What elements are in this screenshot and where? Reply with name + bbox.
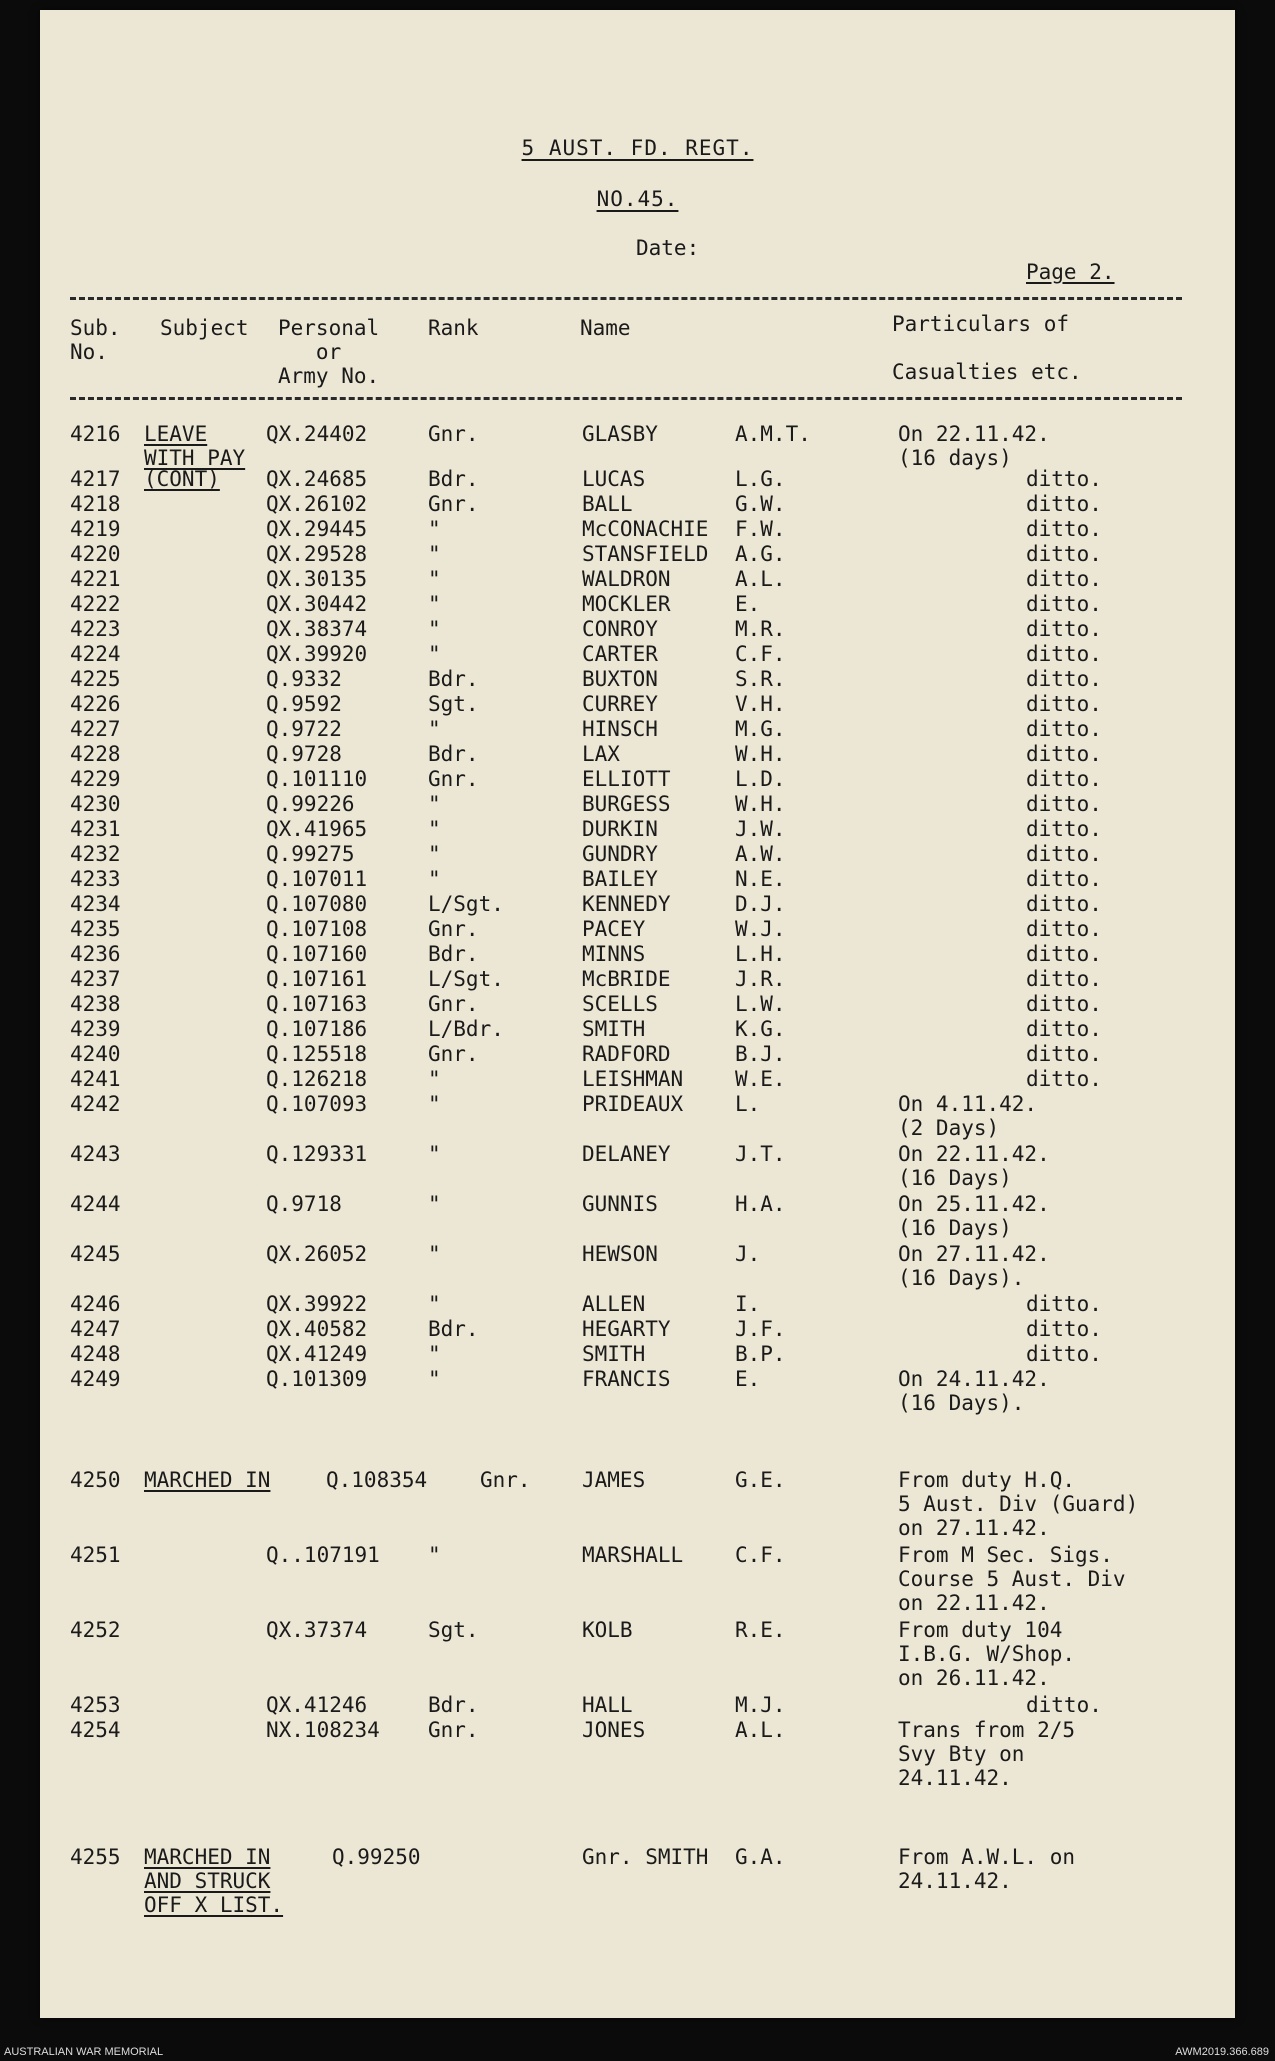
footer-archive-credit: AUSTRALIAN WAR MEMORIAL [4,2046,164,2058]
army-number: Q.107163 [266,992,368,1016]
initials: B.J. [735,1042,786,1066]
army-number: Q.107161 [266,967,368,991]
order-number: NO.45. [596,187,679,211]
army-number: QX.41246 [266,1693,368,1717]
initials: A.L. [735,1718,786,1742]
particulars: ditto. [1026,667,1102,691]
rank: " [428,1067,441,1091]
initials: B.P. [735,1342,786,1366]
particulars: ditto. [1026,1317,1102,1341]
rank: " [428,542,441,566]
particulars: ditto. [1026,492,1102,516]
col-header-subject: Subject [160,316,249,340]
sub-number: 4230 [70,792,121,816]
surname: LUCAS [582,467,646,491]
surname: BALL [582,492,633,516]
initials: C.F. [735,1543,786,1567]
particulars: On 22.11.42. (16 days) [898,422,1050,470]
rank: " [428,1543,441,1567]
army-number: NX.108234 [266,1718,380,1742]
initials: A.W. [735,842,786,866]
army-number: Q.108354 [326,1468,428,1492]
sub-number: 4252 [70,1618,121,1642]
army-number: QX.30442 [266,592,368,616]
particulars: ditto. [1026,1042,1102,1066]
particulars: From A.W.L. on 24.11.42. [898,1845,1076,1893]
surname: MARSHALL [582,1543,684,1567]
sub-number: 4227 [70,717,121,741]
army-number: Q.9722 [266,717,342,741]
initials: N.E. [735,867,786,891]
army-number: QX.29445 [266,517,368,541]
rank: " [428,817,441,841]
col-header-particulars: Particulars of Casualties etc. [892,312,1082,384]
rank: " [428,717,441,741]
sub-number: 4238 [70,992,121,1016]
surname: BUXTON [582,667,658,691]
rank: " [428,1142,441,1166]
sub-number: 4250 [70,1468,121,1492]
particulars: ditto. [1026,967,1102,991]
initials: R.E. [735,1618,786,1642]
subject: (CONT) [144,467,220,491]
header-rule-bottom [70,397,1182,400]
initials: J. [735,1242,761,1266]
sub-number: 4242 [70,1092,121,1116]
initials: A.G. [735,542,786,566]
sub-number: 4223 [70,617,121,641]
sub-number: 4231 [70,817,121,841]
particulars: ditto. [1026,942,1102,966]
rank: " [428,1367,441,1391]
rank: L/Sgt. [428,892,504,916]
particulars: ditto. [1026,692,1102,716]
col-header-sub-no: Sub. No. [70,316,121,364]
rank: Gnr. [428,1042,479,1066]
initials: G.W. [735,492,786,516]
rank: " [428,617,441,641]
initials: L. [735,1092,761,1116]
surname: HINSCH [582,717,658,741]
rank: L/Sgt. [428,967,504,991]
surname: GLASBY [582,422,658,446]
army-number: QX.24402 [266,422,368,446]
rank: " [428,592,441,616]
particulars: On 25.11.42. (16 Days) [898,1192,1050,1240]
surname: ALLEN [582,1292,646,1316]
army-number: QX.26052 [266,1242,368,1266]
particulars: ditto. [1026,467,1102,491]
army-number: Q.99226 [266,792,355,816]
sub-number: 4221 [70,567,121,591]
particulars: ditto. [1026,642,1102,666]
particulars: On 24.11.42. (16 Days). [898,1367,1050,1415]
surname: MOCKLER [582,592,671,616]
surname: McBRIDE [582,967,671,991]
rank: L/Bdr. [428,1017,504,1041]
initials: E. [735,592,761,616]
initials: W.J. [735,917,786,941]
surname: HALL [582,1693,633,1717]
rank: " [428,1242,441,1266]
sub-number: 4228 [70,742,121,766]
army-number: Q.107080 [266,892,368,916]
army-number: Q.9728 [266,742,342,766]
surname: STANSFIELD [582,542,709,566]
army-number: QX.39920 [266,642,368,666]
army-number: Q..107191 [266,1543,380,1567]
initials: L.D. [735,767,786,791]
army-number: QX.38374 [266,617,368,641]
rank: " [428,1092,441,1116]
rank: " [428,1292,441,1316]
army-number: Q.9718 [266,1192,342,1216]
particulars: ditto. [1026,1292,1102,1316]
sub-number: 4241 [70,1067,121,1091]
surname: BURGESS [582,792,671,816]
army-number: QX.40582 [266,1317,368,1341]
particulars: ditto. [1026,567,1102,591]
sub-number: 4253 [70,1693,121,1717]
sub-number: 4217 [70,467,121,491]
sub-number: 4239 [70,1017,121,1041]
surname: FRANCIS [582,1367,671,1391]
surname: JONES [582,1718,646,1742]
rank: Gnr. [480,1468,531,1492]
surname: CONROY [582,617,658,641]
sub-number: 4232 [70,842,121,866]
surname: PRIDEAUX [582,1092,684,1116]
surname: Gnr. SMITH [582,1845,709,1869]
initials: J.T. [735,1142,786,1166]
sub-number: 4222 [70,592,121,616]
rank: Sgt. [428,1618,479,1642]
initials: J.W. [735,817,786,841]
sub-number: 4234 [70,892,121,916]
army-number: QX.29528 [266,542,368,566]
initials: M.J. [735,1693,786,1717]
rank: " [428,567,441,591]
header-rule-top [70,297,1182,300]
rank: Bdr. [428,1317,479,1341]
sub-number: 4235 [70,917,121,941]
sub-number: 4251 [70,1543,121,1567]
particulars: ditto. [1026,892,1102,916]
rank: Sgt. [428,692,479,716]
initials: I. [735,1292,761,1316]
army-number: Q.99275 [266,842,355,866]
rank: " [428,1342,441,1366]
rank: Bdr. [428,667,479,691]
sub-number: 4248 [70,1342,121,1366]
rank: " [428,517,441,541]
initials: D.J. [735,892,786,916]
date-label: Date: [636,236,700,260]
initials: L.G. [735,467,786,491]
initials: C.F. [735,642,786,666]
unit-heading: 5 AUST. FD. REGT. [521,136,754,160]
particulars: ditto. [1026,1693,1102,1717]
initials: F.W. [735,517,786,541]
initials: L.W. [735,992,786,1016]
rank: " [428,867,441,891]
col-header-personal-no: Personal or Army No. [278,316,380,388]
subject: MARCHED IN [144,1468,271,1492]
initials: A.M.T. [735,422,811,446]
rank: Gnr. [428,767,479,791]
particulars: ditto. [1026,517,1102,541]
footer-accession-number: AWM2019.366.689 [1175,2046,1269,2058]
particulars: ditto. [1026,817,1102,841]
particulars: ditto. [1026,742,1102,766]
surname: CARTER [582,642,658,666]
initials: A.L. [735,567,786,591]
particulars: ditto. [1026,1067,1102,1091]
army-number: Q.126218 [266,1067,368,1091]
rank: " [428,1192,441,1216]
army-number: Q.101110 [266,767,368,791]
army-number: QX.26102 [266,492,368,516]
army-number: Q.107011 [266,867,368,891]
particulars: ditto. [1026,617,1102,641]
initials: V.H. [735,692,786,716]
sub-number: 4226 [70,692,121,716]
page-number: Page 2. [1026,260,1115,284]
particulars: ditto. [1026,767,1102,791]
initials: J.R. [735,967,786,991]
surname: SCELLS [582,992,658,1016]
army-number: Q.107186 [266,1017,368,1041]
rank: " [428,642,441,666]
particulars: From duty H.Q. 5 Aust. Div (Guard) on 27.11.42. [898,1468,1139,1540]
particulars: ditto. [1026,1017,1102,1041]
army-number: Q.9592 [266,692,342,716]
surname: LAX [582,742,620,766]
subject: MARCHED IN AND STRUCK OFF X LIST. [144,1845,284,1917]
rank: Gnr. [428,492,479,516]
surname: HEWSON [582,1242,658,1266]
sub-number: 4249 [70,1367,121,1391]
particulars: ditto. [1026,992,1102,1016]
initials: J.F. [735,1317,786,1341]
initials: G.A. [735,1845,786,1869]
rank: Gnr. [428,917,479,941]
initials: M.R. [735,617,786,641]
particulars: From M Sec. Sigs. Course 5 Aust. Div on 22.11.42. [898,1543,1126,1615]
surname: PACEY [582,917,646,941]
particulars: ditto. [1026,917,1102,941]
particulars: On 27.11.42. (16 Days). [898,1242,1050,1290]
surname: ELLIOTT [582,767,671,791]
surname: KENNEDY [582,892,671,916]
sub-number: 4254 [70,1718,121,1742]
surname: GUNDRY [582,842,658,866]
army-number: Q.129331 [266,1142,368,1166]
sub-number: 4225 [70,667,121,691]
particulars: ditto. [1026,542,1102,566]
army-number: Q.107108 [266,917,368,941]
initials: K.G. [735,1017,786,1041]
particulars: ditto. [1026,717,1102,741]
initials: W.H. [735,792,786,816]
army-number: QX.39922 [266,1292,368,1316]
rank: Bdr. [428,742,479,766]
surname: KOLB [582,1618,633,1642]
surname: GUNNIS [582,1192,658,1216]
rank: Gnr. [428,992,479,1016]
sub-number: 4233 [70,867,121,891]
surname: DURKIN [582,817,658,841]
subject: LEAVE WITH PAY [144,422,246,470]
surname: RADFORD [582,1042,671,1066]
rank: " [428,792,441,816]
army-number: QX.30135 [266,567,368,591]
surname: McCONACHIE [582,517,709,541]
rank: " [428,842,441,866]
initials: W.H. [735,742,786,766]
army-number: QX.41249 [266,1342,368,1366]
particulars: ditto. [1026,592,1102,616]
surname: BAILEY [582,867,658,891]
sub-number: 4224 [70,642,121,666]
surname: SMITH [582,1342,646,1366]
sub-number: 4245 [70,1242,121,1266]
particulars: ditto. [1026,792,1102,816]
sub-number: 4244 [70,1192,121,1216]
col-header-rank: Rank [428,316,479,340]
rank: Bdr. [428,1693,479,1717]
surname: HEGARTY [582,1317,671,1341]
army-number: Q.107093 [266,1092,368,1116]
particulars: From duty 104 I.B.G. W/Shop. on 26.11.42. [898,1618,1076,1690]
surname: CURREY [582,692,658,716]
surname: SMITH [582,1017,646,1041]
sub-number: 4220 [70,542,121,566]
initials: W.E. [735,1067,786,1091]
sub-number: 4218 [70,492,121,516]
initials: S.R. [735,667,786,691]
sub-number: 4247 [70,1317,121,1341]
army-number: Q.99250 [332,1845,421,1869]
col-header-name: Name [580,316,631,340]
army-number: Q.101309 [266,1367,368,1391]
sub-number: 4237 [70,967,121,991]
particulars: On 4.11.42. (2 Days) [898,1092,1038,1140]
surname: MINNS [582,942,646,966]
army-number: Q.125518 [266,1042,368,1066]
particulars: On 22.11.42. (16 Days) [898,1142,1050,1190]
army-number: Q.9332 [266,667,342,691]
army-number: Q.107160 [266,942,368,966]
sub-number: 4229 [70,767,121,791]
army-number: QX.24685 [266,467,368,491]
particulars: ditto. [1026,867,1102,891]
initials: H.A. [735,1192,786,1216]
sub-number: 4219 [70,517,121,541]
sub-number: 4236 [70,942,121,966]
army-number: QX.41965 [266,817,368,841]
particulars: ditto. [1026,1342,1102,1366]
initials: G.E. [735,1468,786,1492]
sub-number: 4243 [70,1142,121,1166]
surname: LEISHMAN [582,1067,684,1091]
initials: M.G. [735,717,786,741]
sub-number: 4255 [70,1845,121,1869]
army-number: QX.37374 [266,1618,368,1642]
sub-number: 4216 [70,422,121,446]
rank: Gnr. [428,422,479,446]
surname: DELANEY [582,1142,671,1166]
surname: WALDRON [582,567,671,591]
rank: Bdr. [428,942,479,966]
rank: Bdr. [428,467,479,491]
initials: L.H. [735,942,786,966]
sub-number: 4240 [70,1042,121,1066]
particulars: Trans from 2/5 Svy Bty on 24.11.42. [898,1718,1076,1790]
surname: JAMES [582,1468,646,1492]
sub-number: 4246 [70,1292,121,1316]
particulars: ditto. [1026,842,1102,866]
rank: Gnr. [428,1718,479,1742]
initials: E. [735,1367,761,1391]
